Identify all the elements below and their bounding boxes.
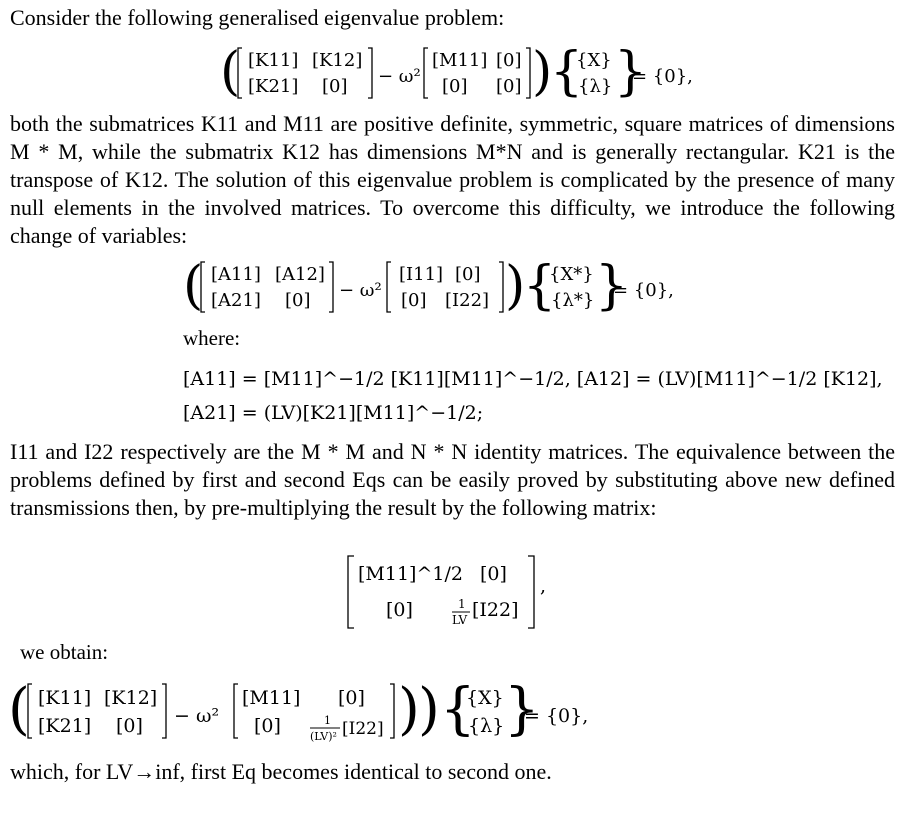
equation-3-svg	[346, 552, 586, 632]
definitions-block	[183, 362, 883, 430]
svg-text:{: {	[440, 677, 476, 742]
svg-text:): )	[418, 677, 440, 742]
eq3-z2: [0]	[386, 599, 413, 621]
eq1-k11: [K11]	[248, 50, 299, 71]
conclusion-paragraph: which, for LV→inf, first Eq becomes identical to second one.	[10, 759, 552, 784]
eq1-x: {X}	[576, 50, 612, 71]
svg-text:{: {	[523, 256, 557, 316]
eq2-i22: [I22]	[445, 290, 490, 311]
eq4-m11: [M11]	[242, 687, 301, 709]
eq1-z2: [0]	[496, 50, 522, 71]
eq4-frac-den: (LV)²	[310, 730, 337, 743]
svg-text:{: {	[550, 42, 584, 102]
equation-2	[183, 256, 674, 316]
eq2-z2: [0]	[455, 264, 481, 285]
eq3-i22: [I22]	[472, 599, 519, 621]
eq3-z1: [0]	[480, 563, 507, 585]
eq4-lambda: {λ}	[468, 715, 505, 737]
eq2-rhs: = {0},	[613, 280, 674, 301]
eq1-k21: [K21]	[248, 76, 299, 97]
eq3-frac-num: 1	[458, 597, 466, 611]
svg-text:): )	[398, 677, 420, 742]
eq1-rhs: = {0},	[632, 66, 693, 87]
eq2-minus-omega: − ω²	[339, 280, 382, 301]
equation-4-svg	[8, 677, 589, 744]
eq1-z4: [0]	[496, 76, 522, 97]
eq1-lambda: {λ}	[578, 76, 613, 97]
equation-1	[220, 42, 693, 102]
where-label: where:	[183, 326, 241, 350]
intro-paragraph: Consider the following generalised eigenvalue problem:	[10, 5, 505, 30]
body-paragraph-1: both the submatrices K11 and M11 are positive definite, symmetric, square matrices of dimensions M * M, while the submatrix K12 has dimensions M*N and is generally rectangular. K21 is the transpose of K12. The solution of this eigenvalue problem is complicated by the presence of many null elements in the involved matrices. To overcome this difficulty, we introduce the following change of variables:	[10, 111, 895, 248]
eq1-minus-omega: − ω²	[378, 66, 421, 87]
equation-3	[346, 552, 586, 632]
eq2-a11: [A11]	[211, 264, 261, 285]
eq1-z3: [0]	[442, 76, 468, 97]
equation-2-svg	[183, 256, 674, 316]
eq4-k11: [K11]	[38, 687, 92, 709]
eq3-m11-half: [M11]^1/2	[358, 563, 463, 585]
definition-line-2: [A21] = (LV)[K21][M11]^−1/2;	[183, 402, 484, 424]
eq2-a21: [A21]	[211, 290, 261, 311]
eq4-k21: [K21]	[38, 715, 92, 737]
eq1-z1: [0]	[322, 76, 348, 97]
svg-text:(: (	[220, 42, 241, 102]
eq4-i22: [I22]	[342, 719, 384, 739]
eq4-z3: [0]	[254, 715, 281, 737]
svg-text:}: }	[595, 256, 629, 316]
eq3-comma: ,	[540, 575, 547, 597]
eq4-frac-num: 1	[324, 714, 331, 727]
svg-text:(: (	[8, 677, 30, 742]
eq4-k12: [K12]	[104, 687, 158, 709]
eq4-z1: [0]	[116, 715, 143, 737]
svg-text:}: }	[504, 677, 540, 742]
svg-text:(: (	[183, 256, 204, 316]
eq2-x: {X*}	[549, 264, 594, 285]
eq1-k12: [K12]	[312, 50, 363, 71]
body-paragraph-2: I11 and I22 respectively are the M * M and N * N identity matrices. The equivalence between the problems defined by first and second Eqs can be easily proved by substituting above new defined transmissions then, by pre-multiplying the result by the following matrix:	[10, 439, 895, 520]
svg-text:): )	[532, 42, 553, 102]
eq4-x: {X}	[466, 687, 504, 709]
eq2-lambda: {λ*}	[551, 290, 595, 311]
equation-4	[8, 677, 589, 744]
eq4-minus-omega: − ω²	[174, 705, 220, 727]
eq2-i11: [I11]	[399, 264, 444, 285]
eq1-m11: [M11]	[432, 50, 488, 71]
eq2-z1: [0]	[285, 290, 311, 311]
we-obtain-label: we obtain:	[20, 640, 109, 664]
eq2-z3: [0]	[401, 290, 427, 311]
svg-text:): )	[505, 256, 526, 316]
eq2-a12: [A12]	[275, 264, 325, 285]
svg-text:}: }	[614, 42, 648, 102]
equation-1-svg	[220, 42, 693, 102]
eq4-z2: [0]	[338, 687, 365, 709]
definition-line-1: [A11] = [M11]^−1/2 [K11][M11]^−1/2, [A12] = (LV)[M11]^−1/2 [K12],	[183, 368, 883, 390]
eq3-frac-den: LV	[452, 613, 468, 627]
eq4-rhs: = {0},	[524, 705, 589, 727]
